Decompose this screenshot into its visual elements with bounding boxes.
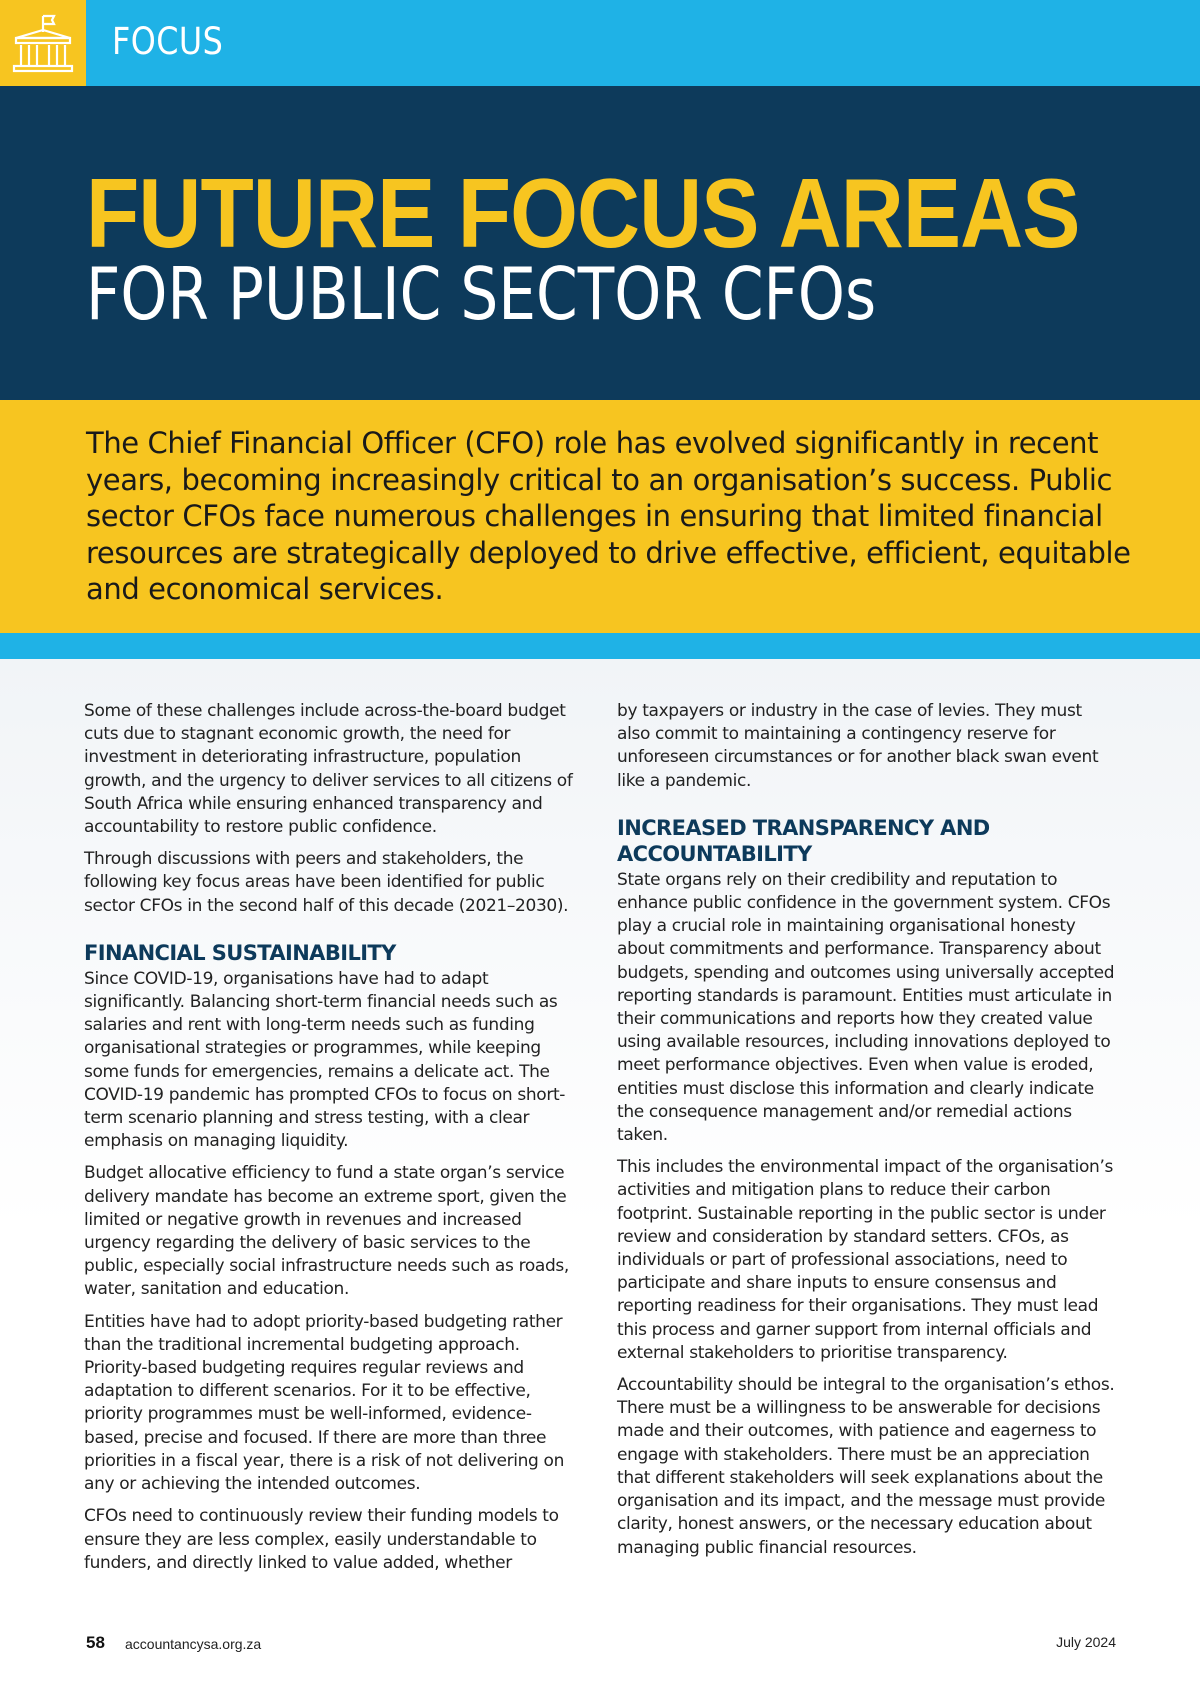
article-column-left <box>84 700 584 1584</box>
paragraph: CFOs need to continuously review their funding models to ensure they are less complex, easily understandable to funders, and directly linked to value added, whether <box>84 1506 559 1573</box>
page-title: FUTURE FOCUS AREAS <box>86 158 1080 268</box>
footer-website: accountancysa.org.za <box>125 1636 262 1652</box>
paragraph: Since COVID-19, organisations have had to adapt significantly. Balancing short-term financial needs such as salaries and rent with long-term needs such as funding organisational strategies or programmes, while keeping some funds for emergencies, remains a delicate act. The COVID-19 pandemic has prompted CFOs to focus on short-term scenario planning and stress testing, with a clear emphasis on managing liquidity. <box>84 968 566 1152</box>
page-number: 58 <box>86 1633 105 1652</box>
paragraph: by taxpayers or industry in the case of levies. They must also commit to maintaining a contingency reserve for unforeseen circumstances or for another black swan event like a pandemic. <box>617 701 1099 791</box>
paragraph: This includes the environmental impact of the organisation’s activities and mitigation plans to reduce their carbon footprint. Sustainable reporting in the public sector is under review and consideration by standard setters. CFOs, as individuals or part of professional associations, need to participate and share inputs to ensure consensus and reporting readiness for their organisations. They must lead this process and garner support from internal officials and external stakeholders to prioritise transparency. <box>617 1157 1114 1363</box>
issue-date: July 2024 <box>1056 1634 1116 1650</box>
intro-text: The Chief Financial Officer (CFO) role has evolved significantly in recent years, becoming increasingly critical to an organisation’s success. Public sector CFOs face numerous challenges in ensuring that limited financial resources are strategically deployed to drive effective, efficient, equitable and economical services. <box>86 426 1131 606</box>
article-column-right <box>617 700 1117 1569</box>
title-banner <box>0 86 1200 400</box>
intro-panel <box>0 400 1200 633</box>
page-subtitle: FOR PUBLIC SECTOR CFOs <box>86 252 877 336</box>
paragraph: State organs rely on their credibility and reputation to enhance public confidence in the government system. CFOs play a crucial role in maintaining organisational honesty about commitments and performance. Transparency about budgets, spending and outcomes using universally accepted reporting standards is paramount. Entities must articulate in their communications and reports how they created value using available resources, including innovations deployed to meet performance objectives. Even when value is eroded, entities must disclose this information and clearly indicate the consequence management and/or remedial actions taken. <box>617 869 1115 1146</box>
section-heading-financial-sustainability: FINANCIAL SUSTAINABILITY <box>84 940 396 965</box>
building-flag-icon <box>8 8 78 78</box>
divider-strip <box>0 633 1200 659</box>
section-banner <box>0 0 1200 86</box>
section-label: FOCUS <box>112 20 224 63</box>
paragraph: Budget allocative efficiency to fund a state organ’s service delivery mandate has become an extreme sport, given the limited or negative growth in revenues and increased urgency regarding the delivery of basic services to the public, especially social infrastructure needs such as roads, water, sanitation and education. <box>84 1163 569 1300</box>
paragraph: Some of these challenges include across-the-board budget cuts due to stagnant economic growth, the need for investment in deteriorating infrastructure, population growth, and the urgency to deliver services to all citizens of South Africa while ensuring enhanced transparency and accountability to restore public confidence. <box>84 701 573 838</box>
paragraph: Through discussions with peers and stakeholders, the following key focus areas have been identified for public sector CFOs in the second half of this decade (2021–2030). <box>84 849 569 916</box>
paragraph: Entities have had to adopt priority-based budgeting rather than the traditional incremental budgeting approach. Priority-based budgeting requires regular reviews and adaptation to different scenarios. For it to be effective, priority programmes must be well-informed, evidence-based, precise and focused. If there are more than three priorities in a fiscal year, there is a risk of not delivering on any or achieving the intended outcomes. <box>84 1311 564 1495</box>
section-logo <box>0 0 86 86</box>
section-heading-transparency-accountability: INCREASED TRANSPARENCY AND ACCOUNTABILITY <box>617 815 990 866</box>
paragraph: Accountability should be integral to the organisation’s ethos. There must be a willingness to be answerable for decisions made and their outcomes, with patience and eagerness to engage with stakeholders. There must be an appreciation that different stakeholders will seek explanations about the organisation and its impact, and the message must provide clarity, honest answers, or the necessary education about managing public financial resources. <box>617 1375 1115 1558</box>
